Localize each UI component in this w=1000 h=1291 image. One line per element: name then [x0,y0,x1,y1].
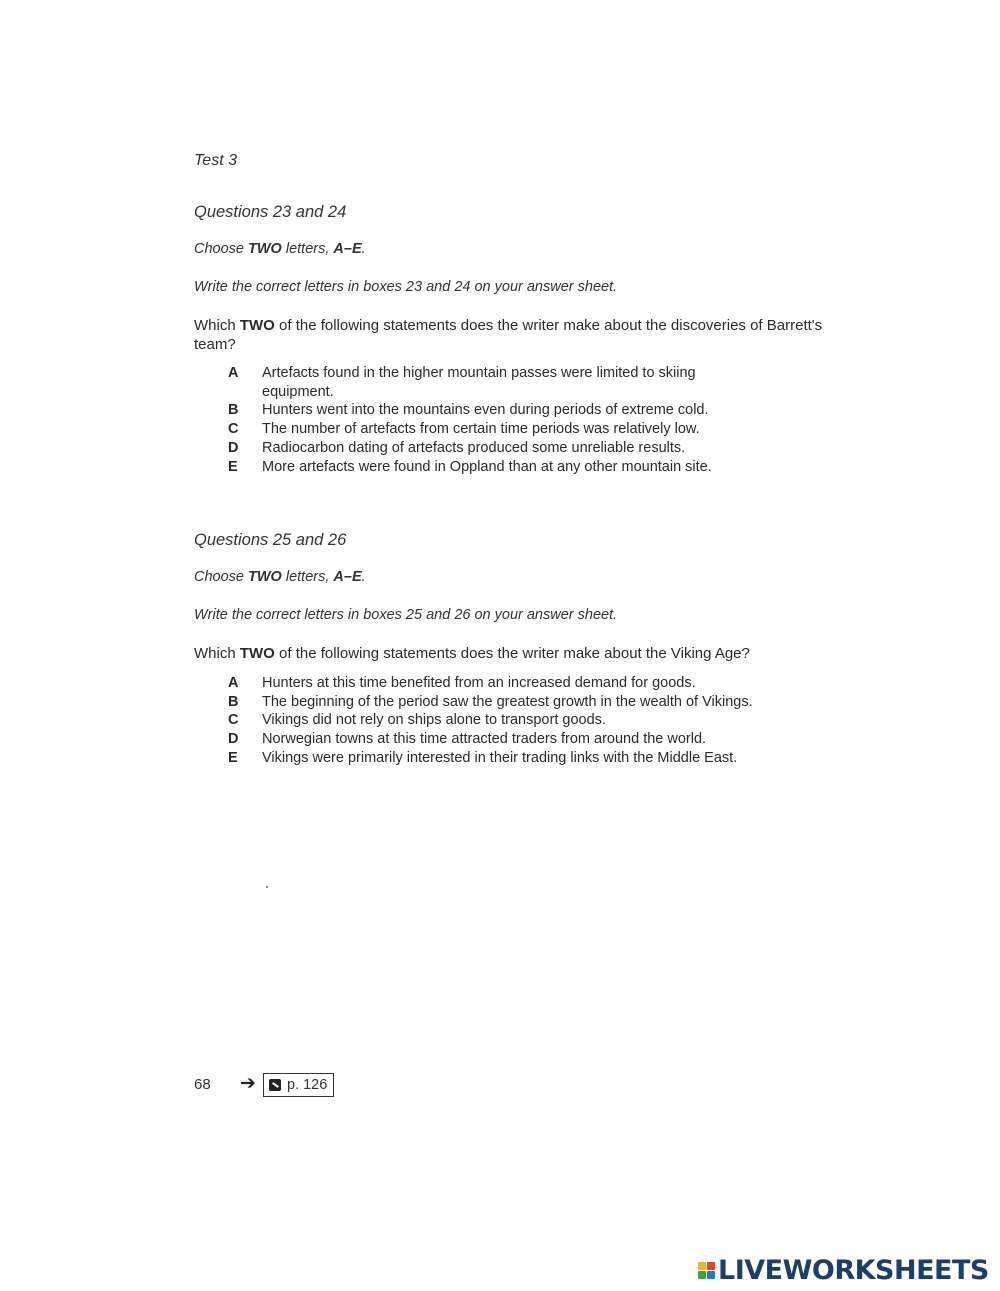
option-letter: C [228,421,239,438]
option-letter: D [228,439,239,456]
write-instruction-23-24: Write the correct letters in boxes 23 and 24 on your answer sheet. [194,279,618,295]
page-reference: p. 126 [287,1077,328,1093]
option-text: Hunters went into the mountains even during periods of extreme cold. [262,402,709,419]
test-label: Test 3 [194,152,237,169]
option-text: Vikings did not rely on ships alone to transport goods. [262,712,606,729]
write-instruction-25-26: Write the correct letters in boxes 25 and 26 on your answer sheet. [194,607,618,623]
logo-blocks-icon [698,1262,715,1279]
options-list-23-24 [228,364,848,476]
option-letter: D [228,731,239,748]
logo-block [707,1262,715,1270]
arrow-right-icon: ➔ [240,1073,256,1094]
logo-block [707,1271,715,1279]
option-c[interactable] [228,711,848,730]
option-a[interactable] [228,674,848,693]
logo-block [698,1271,706,1279]
answer-key-icon [269,1079,281,1091]
option-letter: E [228,458,238,475]
option-e[interactable] [228,458,848,477]
option-letter: E [228,749,238,766]
section-heading-25-26: Questions 25 and 26 [194,531,347,549]
answer-key-reference[interactable] [263,1073,334,1097]
option-text: Radiocarbon dating of artefacts produced some unreliable results. [262,439,686,456]
option-letter: C [228,712,239,729]
option-letter: B [228,693,239,710]
section-heading-23-24: Questions 23 and 24 [194,203,347,221]
option-b[interactable] [228,693,848,712]
option-letter: A [228,365,239,381]
choose-instruction-25-26: Choose TWO letters, A–E. [194,569,366,585]
logo-block [698,1262,706,1270]
option-text: Norwegian towns at this time attracted traders from around the world. [262,731,707,748]
scan-speck [266,886,268,888]
option-text: The number of artefacts from certain time periods was relatively low. [262,421,700,438]
option-letter: A [228,675,239,691]
option-d[interactable] [228,439,848,458]
option-a[interactable] [228,364,848,401]
logo-wordmark: LIVEWORKSHEETS [718,1255,989,1286]
option-text: More artefacts were found in Oppland than at any other mountain site. [262,458,712,475]
liveworksheets-logo[interactable] [698,1255,989,1286]
option-text: Artefacts found in the higher mountain passes were limited to skiing equipment. [262,365,696,400]
option-letter: B [228,402,239,419]
page-number: 68 [194,1076,211,1093]
option-text: The beginning of the period saw the greatest growth in the wealth of Vikings. [262,693,753,710]
option-c[interactable] [228,420,848,439]
option-text: Hunters at this time benefited from an increased demand for goods. [262,675,696,691]
question-stem-25-26: Which TWO of the following statements does the writer make about the Viking Age? [194,645,750,662]
option-e[interactable] [228,749,848,768]
question-stem-23-24: Which TWO of the following statements does the writer make about the discoveries of Barrett's team? [194,317,823,353]
option-text: Vikings were primarily interested in their trading links with the Middle East. [262,749,738,766]
options-list-25-26 [228,674,848,768]
option-d[interactable] [228,730,848,749]
option-b[interactable] [228,401,848,420]
choose-instruction-23-24: Choose TWO letters, A–E. [194,241,366,257]
